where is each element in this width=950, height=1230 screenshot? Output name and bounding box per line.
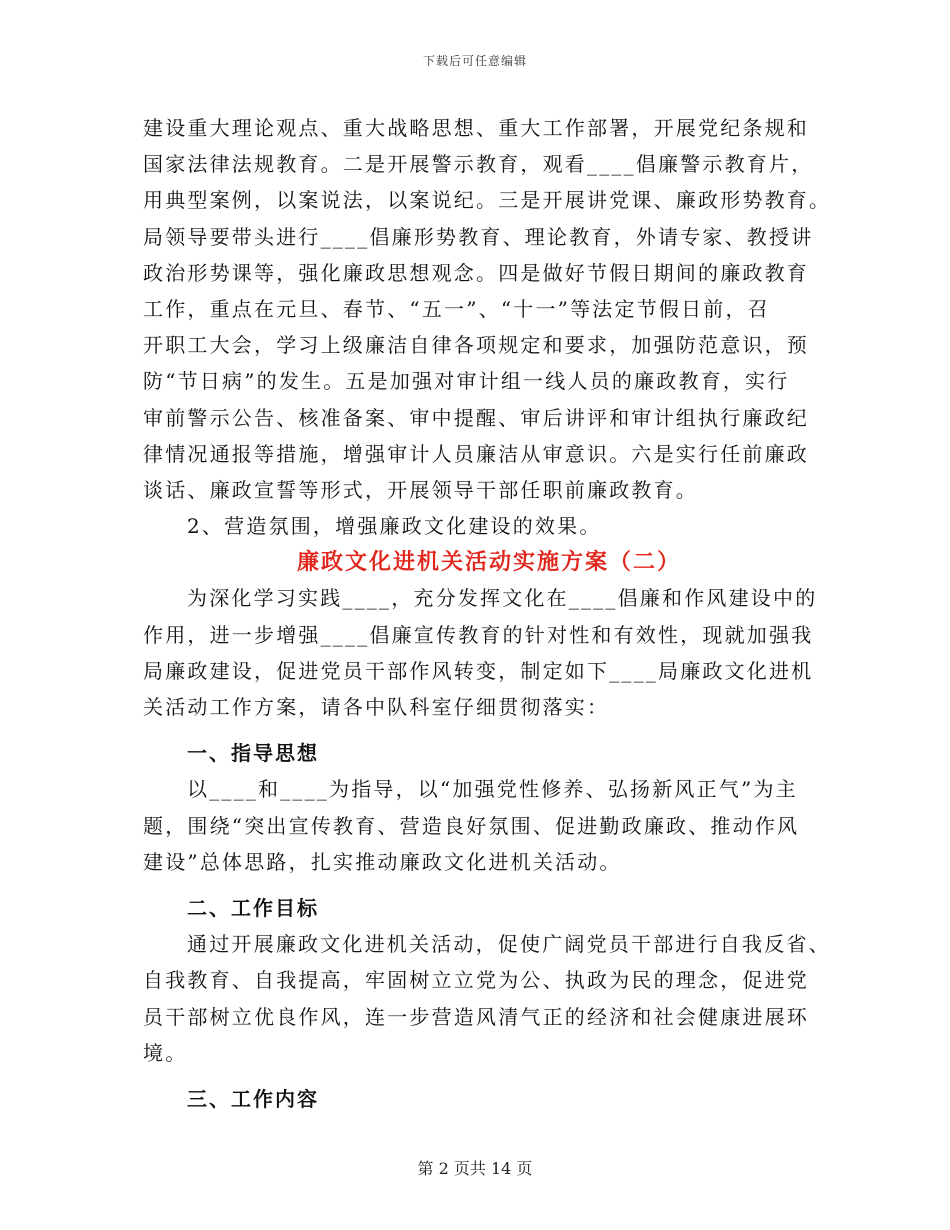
text-line: 建设”总体思路，扎实推动廉政文化进机关活动。 bbox=[143, 849, 622, 874]
text-line: 员干部树立优良作风，连一步营造风清气正的经济和社会健康进展环 bbox=[143, 1004, 809, 1029]
text-line: 关活动工作方案，请各中队科室仔细贯彻落实： bbox=[143, 695, 610, 719]
document-title: 廉政文化进机关活动实施方案（二） bbox=[296, 549, 681, 576]
text-line: 律情况通报等措施，增强审计人员廉洁从审意识。六是实行任前廉政 bbox=[143, 441, 809, 466]
document-body bbox=[143, 110, 832, 1117]
text-line: 通过开展廉政文化进机关活动，促使广阔党员干部进行自我反省、 bbox=[187, 932, 831, 957]
text-line: 开职工大会，学习上级廉洁自律各项规定和要求，加强防范意识，预 bbox=[143, 333, 809, 358]
section-heading-work-content: 三、工作内容 bbox=[187, 1086, 319, 1111]
text-line: 局领导要带头进行____倡廉形势教育、理论教育，外请专家、教授讲 bbox=[143, 224, 814, 249]
paragraph-intro bbox=[143, 580, 818, 725]
section-heading-guiding-thought: 一、指导思想 bbox=[187, 741, 319, 766]
page-footer: 第 2 页共 14 页 bbox=[417, 1159, 533, 1178]
text-line: 审前警示公告、核准备案、审中提醒、审后讲评和审计组执行廉政纪 bbox=[143, 405, 809, 430]
text-line: 工作，重点在元旦、春节、“五一”、“十一”等法定节假日前，召 bbox=[143, 296, 770, 321]
paragraph-work-goals bbox=[143, 926, 831, 1071]
text-line: 国家法律法规教育。二是开展警示教育，观看____倡廉警示教育片， bbox=[143, 152, 814, 177]
list-item-2: 2、营造氛围，增强廉政文化建设的效果。 bbox=[187, 514, 602, 539]
page-header: 下载后可任意编辑 bbox=[422, 54, 527, 68]
text-line: 以____和____为指导，以“加强党性修养、弘扬新风正气”为主 bbox=[187, 777, 798, 802]
text-line: 防“节日病”的发生。五是加强对审计组一线人员的廉政教育，实行 bbox=[143, 369, 790, 394]
text-line: 自我教育、自我提高，牢固树立立党为公、执政为民的理念，促进党 bbox=[143, 968, 809, 993]
text-line: 为深化学习实践____，充分发挥文化在____倡廉和作风建设中的 bbox=[187, 586, 818, 611]
paragraph-education bbox=[143, 110, 832, 508]
text-line: 境。 bbox=[143, 1040, 188, 1065]
text-line: 作用，进一步增强____倡廉宣传教育的针对性和有效性，现就加强我 bbox=[143, 622, 814, 647]
text-line: 建设重大理论观点、重大战略思想、重大工作部署，开展党纪条规和 bbox=[143, 116, 809, 140]
text-line: 用典型案例，以案说法，以案说纪。三是开展讲党课、廉政形势教育。 bbox=[143, 188, 832, 213]
text-line: 政治形势课等，强化廉政思想观念。四是做好节假日期间的廉政教育 bbox=[143, 260, 809, 285]
text-line: 局廉政建设，促进党员干部作风转变，制定如下____局廉政文化进机 bbox=[143, 658, 814, 683]
paragraph-guiding-thought bbox=[143, 771, 813, 880]
text-line: 谈话、廉政宣誓等形式，开展领导干部任职前廉政教育。 bbox=[143, 477, 698, 502]
section-heading-work-goals: 二、工作目标 bbox=[187, 895, 319, 920]
text-line: 题，围绕“突出宣传教育、营造良好氛围、促进勤政廉政、推动作风 bbox=[143, 813, 800, 838]
